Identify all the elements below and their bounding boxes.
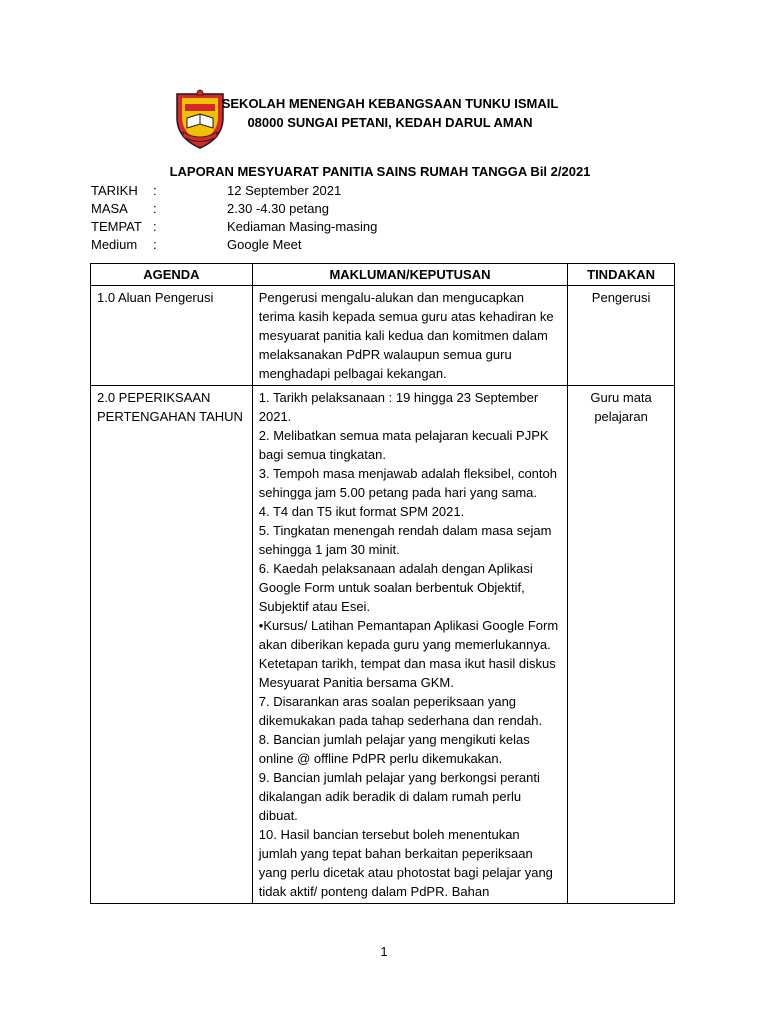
list-item: 5. Tingkatan menengah rendah dalam masa sejam sehingga 1 jam 30 minit. — [258, 523, 552, 557]
meta-row-date — [91, 182, 377, 200]
list-item: 6. Kaedah pelaksanaan adalah dengan Aplikasi Google Form untuk soalan berbentuk Objektif, Subjektif atau Esei. — [258, 561, 533, 614]
table-header-row — [91, 264, 675, 286]
meta-row-venue — [91, 218, 377, 236]
column-header-agenda: AGENDA — [91, 264, 253, 286]
list-item: 9. Bancian jumlah pelajar yang berkongsi peranti dikalangan adik beradik di dalam rumah perlu dibuat. — [258, 770, 540, 823]
action-cell: Pengerusi — [568, 286, 675, 386]
school-name: SEKOLAH MENENGAH KEBANGSAAN TUNKU ISMAIL — [221, 96, 559, 111]
list-item: 7. Disarankan aras soalan peperiksaan yang dikemukakan pada tahap sederhana dan rendah. — [258, 694, 543, 728]
meta-colon: : — [153, 237, 157, 252]
minutes-table — [90, 263, 675, 904]
column-header-action: TINDAKAN — [568, 264, 675, 286]
meta-row-time — [91, 200, 377, 218]
meta-label: TARIKH — [91, 183, 138, 198]
column-header-info: MAKLUMAN/KEPUTUSAN — [252, 264, 567, 286]
meta-value: Kediaman Masing-masing — [227, 219, 378, 234]
info-cell: Pengerusi mengalu-alukan dan mengucapkan terima kasih kepada semua guru atas kehadiran ke mesyuarat panitia kali kedua dan komitmen dalam melaksanakan PdPR walaupun semua guru menghadapi pelbagai kekangan. — [252, 286, 567, 386]
list-item: 4. T4 dan T5 ikut format SPM 2021. — [258, 504, 465, 519]
meta-value: Google Meet — [227, 237, 302, 252]
agenda-cell: 1.0 Aluan Pengerusi — [91, 286, 253, 386]
agenda-cell: 2.0 PEPERIKSAAN PERTENGAHAN TAHUN — [91, 386, 253, 904]
meta-value: 2.30 -4.30 petang — [227, 201, 329, 216]
school-address: 08000 SUNGAI PETANI, KEDAH DARUL AMAN — [247, 115, 533, 130]
list-item: •Kursus/ Latihan Pemantapan Aplikasi Google Form akan diberikan kepada guru yang memerlukannya. Ketetapan tarikh, tempat dan masa ikut hasil diskus Mesyuarat Panitia bersama GKM. — [258, 618, 559, 690]
list-item: 2. Melibatkan semua mata pelajaran kecuali PJPK bagi semua tingkatan. — [258, 428, 549, 462]
list-item: 1. Tarikh pelaksanaan : 19 hingga 23 September 2021. — [258, 390, 539, 424]
info-cell — [252, 386, 567, 904]
meta-colon: : — [153, 183, 157, 198]
meta-value: 12 September 2021 — [227, 183, 342, 198]
meta-label: MASA — [91, 201, 128, 216]
meta-colon: : — [153, 201, 157, 216]
action-cell: Guru mata pelajaran — [568, 386, 675, 904]
list-item: 8. Bancian jumlah pelajar yang mengikuti kelas online @ offline PdPR perlu dikemukakan. — [258, 732, 530, 766]
meeting-details — [91, 182, 377, 254]
list-item: 3. Tempoh masa menjawab adalah fleksibel, contoh sehingga jam 5.00 petang pada hari yang sama. — [258, 466, 557, 500]
list-item: 10. Hasil bancian tersebut boleh menentukan jumlah yang tepat bahan berkaitan peperiksaan yang perlu dicetak atau photostat bagi pelajar yang tidak aktif/ ponteng dalam PdPR. Bahan — [258, 827, 553, 899]
school-header — [200, 94, 580, 132]
meta-label: TEMPAT — [91, 219, 142, 234]
page-number: 1 — [380, 944, 388, 959]
meta-row-medium — [91, 236, 377, 254]
table-row — [91, 286, 675, 386]
meta-colon: : — [153, 219, 157, 234]
table-row — [91, 386, 675, 904]
meta-label: Medium — [91, 237, 138, 252]
report-title: LAPORAN MESYUARAT PANITIA SAINS RUMAH TANGGA Bil 2/2021 — [169, 164, 591, 179]
